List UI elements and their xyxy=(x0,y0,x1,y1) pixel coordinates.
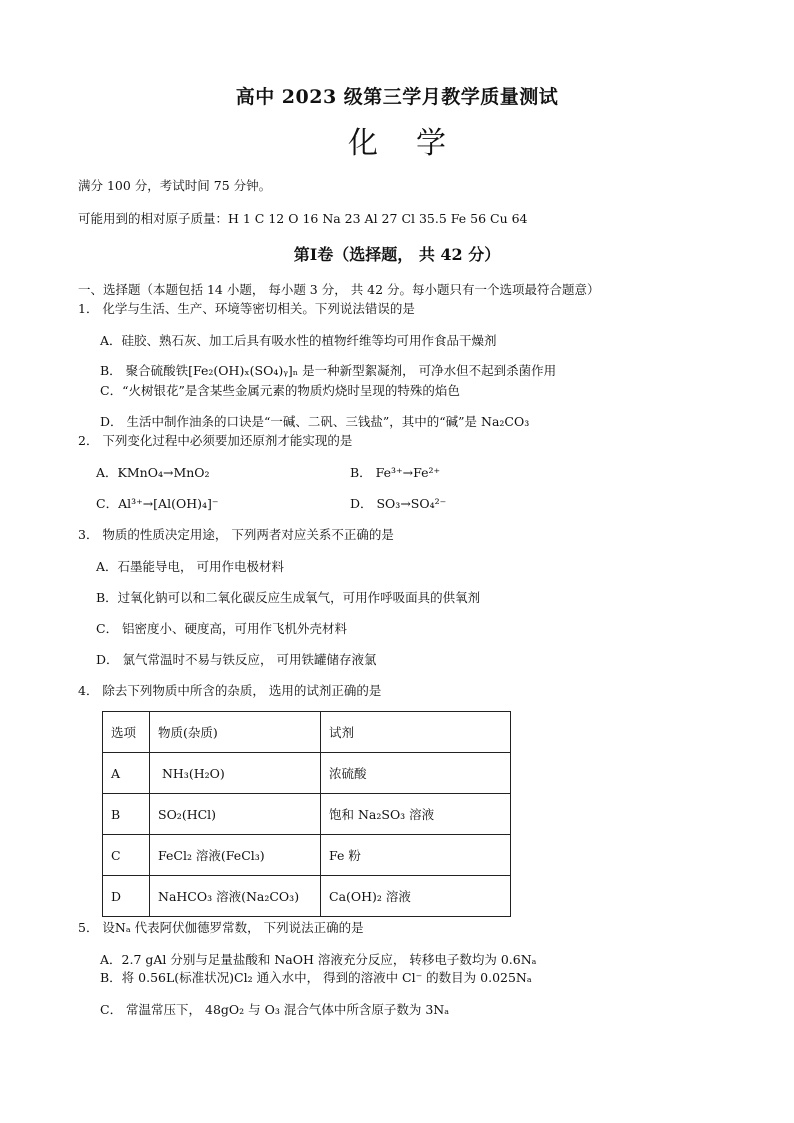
exam-subject: 化学 xyxy=(348,126,484,161)
question-1-stem: 1． 化学与生活、生产、环境等密切相关。下列说法错误的是 xyxy=(78,301,415,316)
table-cell: NaHCO₃ 溶液(Na₂CO₃) xyxy=(150,876,321,917)
exam-title: 高中 2023 级第三学月教学质量测试 xyxy=(235,86,559,108)
table-cell: B xyxy=(103,794,150,835)
exam-info: 满分 100 分，考试时间 75 分钟。 xyxy=(78,178,272,193)
question-2-stem: 2． 下列变化过程中必须要加还原剂才能实现的是 xyxy=(78,433,353,448)
question-2-option-b: B． Fe³⁺→Fe²⁺ xyxy=(350,465,441,480)
question-3-option-a: A．石墨能导电， 可用作电极材料 xyxy=(96,559,285,574)
question-1-option-b: B． 聚合硫酸铁[Fe₂(OH)ₓ(SO₄)ᵧ]ₙ 是一种新型絮凝剂， 可净水但不起到杀菌作用 xyxy=(100,363,557,378)
question-5-stem: 5． 设Nₐ 代表阿伏伽德罗常数， 下列说法正确的是 xyxy=(78,920,364,935)
table-row xyxy=(103,876,511,917)
question-5-option-c: C． 常温常压下， 48gO₂ 与 O₃ 混合气体中所含原子数为 3Nₐ xyxy=(100,1002,450,1017)
table-cell: A xyxy=(103,753,150,794)
table-cell: NH₃(H₂O) xyxy=(150,753,321,794)
question-1-option-d: D． 生活中制作油条的口诀是“一碱、二矾、三钱盐”，其中的“碱”是 Na₂CO₃ xyxy=(100,414,530,429)
table-row xyxy=(103,835,511,876)
question-3-option-c: C． 铝密度小、硬度高，可用作飞机外壳材料 xyxy=(96,621,348,636)
question-2-option-a: A．KMnO₄→MnO₂ xyxy=(96,465,210,480)
section-instructions: 一、选择题（本题包括 14 小题， 每小题 3 分， 共 42 分。每小题只有一个选项最符合题意） xyxy=(78,282,600,297)
question-4-table xyxy=(102,711,511,917)
table-cell: SO₂(HCl) xyxy=(150,794,321,835)
question-5-option-b: B．将 0.56L(标准状况)Cl₂ 通入水中， 得到的溶液中 Cl⁻ 的数目为 0.025Nₐ xyxy=(100,970,532,985)
table-row xyxy=(103,794,511,835)
question-4-stem: 4． 除去下列物质中所含的杂质， 选用的试剂正确的是 xyxy=(78,683,382,698)
question-2-option-d: D． SO₃→SO₄²⁻ xyxy=(350,496,447,511)
question-3-stem: 3． 物质的性质决定用途， 下列两者对应关系不正确的是 xyxy=(78,527,394,542)
question-3-option-b: B．过氧化钠可以和二氧化碳反应生成氧气，可用作呼吸面具的供氧剂 xyxy=(96,590,481,605)
question-1-option-a: A．硅胶、熟石灰、加工后具有吸水性的植物纤维等均可用作食品干燥剂 xyxy=(100,333,497,348)
atomic-masses: 可能用到的相对原子质量：H 1 C 12 O 16 Na 23 Al 27 Cl 35.5 Fe 56 Cu 64 xyxy=(78,211,528,226)
table-cell: Ca(OH)₂ 溶液 xyxy=(321,876,511,917)
table-cell: FeCl₂ 溶液(FeCl₃) xyxy=(150,835,321,876)
table-header-cell: 选项 xyxy=(103,712,150,753)
table-cell: C xyxy=(103,835,150,876)
question-3-option-d: D． 氯气常温时不易与铁反应， 可用铁罐储存液氯 xyxy=(96,652,377,667)
section-title: 第Ⅰ卷（选择题， 共 42 分） xyxy=(293,245,501,264)
table-header-row xyxy=(103,712,511,753)
table-header-cell: 试剂 xyxy=(321,712,511,753)
table-row xyxy=(103,753,511,794)
question-5-option-a: A．2.7 gAl 分别与足量盐酸和 NaOH 溶液充分反应， 转移电子数均为 0.6Nₐ xyxy=(100,952,537,967)
table-header-cell: 物质(杂质) xyxy=(150,712,321,753)
question-1-option-c: C．“火树银花”是含某些金属元素的物质灼烧时呈现的特殊的焰色 xyxy=(100,383,460,398)
table-cell: 饱和 Na₂SO₃ 溶液 xyxy=(321,794,511,835)
question-2-option-c: C．Al³⁺→[Al(OH)₄]⁻ xyxy=(96,496,219,511)
table-cell: 浓硫酸 xyxy=(321,753,511,794)
table-cell: D xyxy=(103,876,150,917)
table-cell: Fe 粉 xyxy=(321,835,511,876)
